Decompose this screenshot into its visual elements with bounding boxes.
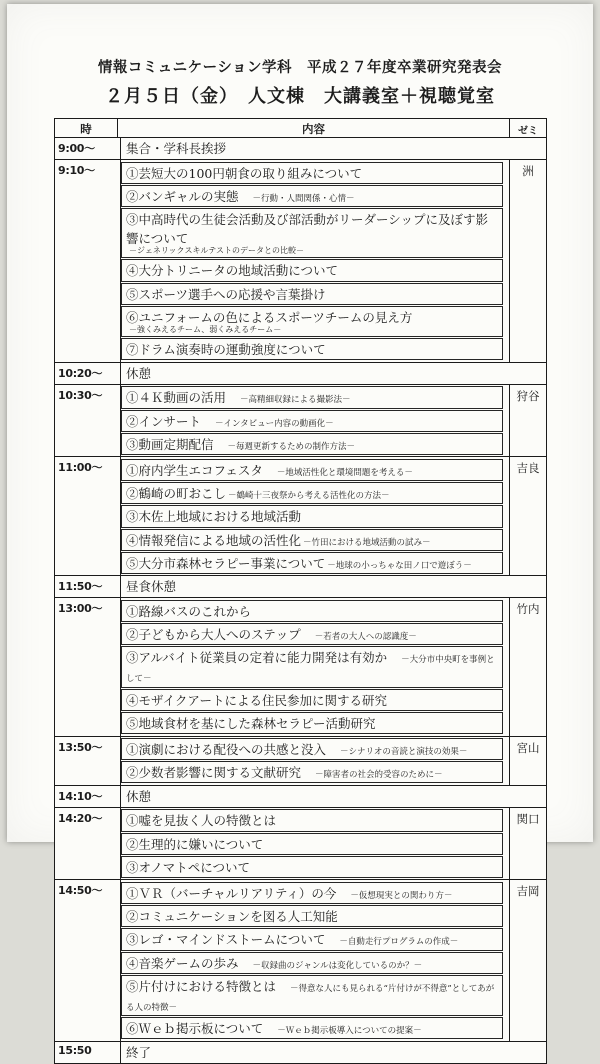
item-subtitle: －得意な人にも見られる“片付けが不得意”としてあがる人の特徴－ <box>126 983 495 1013</box>
session-time: 9:00～ <box>55 138 121 159</box>
presentation-item <box>121 482 503 504</box>
presentation-item <box>121 623 503 645</box>
item-title: ①４Ｋ動画の活用 <box>126 390 227 406</box>
presentation-item <box>121 905 503 927</box>
item-title: ④情報発信による地域の活性化 <box>126 532 302 548</box>
session-row <box>55 138 546 159</box>
session-text: 休憩 <box>126 365 152 381</box>
seminar-name: 吉岡 <box>509 880 546 1040</box>
item-title: ④音楽ゲームの歩み <box>126 955 239 971</box>
presentation-item <box>121 529 503 551</box>
presentation-item <box>121 552 503 574</box>
presentation-item <box>121 646 503 687</box>
session-row <box>55 456 546 575</box>
item-title: ①府内学生エコフェスタ <box>126 462 263 478</box>
presentation-item <box>121 1017 503 1039</box>
item-subtitle: －ジェネリックスキルテストのデータとの比較－ <box>129 246 305 256</box>
event-date-venue: ２月５日（金） 人文棟 大講義室＋視聴覚室 <box>105 86 495 107</box>
schedule-table <box>54 118 547 1064</box>
item-title: ④モザイクアートによる住民参加に関する研究 <box>126 692 388 708</box>
session-time: 10:20～ <box>55 363 121 384</box>
item-title: ①演劇における配役への共感と没入 <box>126 742 327 757</box>
seminar-name: 吉良 <box>509 457 546 575</box>
session-time: 9:10～ <box>55 160 121 362</box>
header-content: 内容 <box>302 122 325 136</box>
item-title: ①芸短大の100円朝食の取り組みについて <box>126 165 363 181</box>
item-title: ③アルバイト従業員の定着に能力開発は有効か <box>126 650 388 666</box>
session-time: 13:50～ <box>55 737 121 785</box>
item-subtitle: －障害者の社会的受容のために－ <box>315 770 443 781</box>
presentation-item <box>121 386 503 408</box>
item-title: ②生理的に嫌いについて <box>126 836 264 852</box>
session-items <box>121 808 509 880</box>
presentation-item <box>121 185 503 207</box>
item-subtitle: －シナリオの音読と演技の効果－ <box>340 747 468 757</box>
schedule-table-body <box>55 138 546 1063</box>
item-subtitle: －収録曲のジャンルは変化しているのか？－ <box>252 960 423 971</box>
item-subtitle: －毎週更新するための制作方法－ <box>227 441 356 452</box>
presentation-item <box>121 882 503 904</box>
presentation-item <box>121 459 503 481</box>
item-title: ⑤スポーツ選手への応援や言葉掛け <box>126 286 326 302</box>
item-title: ③中高時代の生徒会活動及び部活動がリーダーシップに及ぼす影響について <box>126 211 489 247</box>
item-subtitle: －地球の小っちゃな田ノ口で遊ぼう－ <box>327 560 472 571</box>
item-title: ③木佐上地域における地域活動 <box>126 509 302 525</box>
presentation-item <box>121 505 503 527</box>
item-title: ②インサート <box>126 413 202 429</box>
session-row <box>55 736 546 785</box>
document-header <box>7 4 593 108</box>
item-subtitle: －大分市中央町を事例として－ <box>126 655 495 685</box>
item-title: ⑥ユニフォームの色によるスポーツチームの見え方 <box>126 309 413 325</box>
item-subtitle: －地域活性化と環境問題を考える－ <box>276 467 413 478</box>
session-items <box>121 737 509 785</box>
presentation-item <box>121 338 503 360</box>
session-time: 14:50～ <box>55 880 121 1040</box>
scanned-page <box>7 4 593 1060</box>
item-title: ①嘘を見抜く人の特徴とは <box>126 813 277 829</box>
item-title: ⑤片付けにおける特徴とは <box>126 978 277 994</box>
item-subtitle: －高精細収録による撮影法－ <box>240 395 351 406</box>
session-time: 11:50～ <box>55 576 121 597</box>
header-seminar: ゼミ <box>509 119 546 137</box>
item-subtitle: －仮想現実との関わり方－ <box>350 890 453 901</box>
presentation-item <box>121 738 503 760</box>
item-subtitle: －若者の大人への認識度－ <box>314 632 417 643</box>
session-row <box>55 807 546 880</box>
session-time: 14:20～ <box>55 808 121 880</box>
item-title: ②少数者影響に関する文献研究 <box>126 765 302 781</box>
seminar-name: 竹内 <box>509 598 546 735</box>
session-time: 15:50 <box>55 1042 121 1063</box>
session-items <box>121 880 509 1040</box>
session-row <box>55 159 546 362</box>
session-text: 昼食休憩 <box>126 579 177 595</box>
session-time: 10:30～ <box>55 385 121 457</box>
session-text: 休憩 <box>126 788 152 804</box>
session-row <box>55 362 546 384</box>
session-time: 11:00～ <box>55 457 121 575</box>
item-title: ⑥Ｗｅｂ掲示板について <box>126 1021 264 1037</box>
item-subtitle: －自動走行プログラムの作成－ <box>339 937 459 948</box>
session-row <box>55 1041 546 1063</box>
event-title: 情報コミュニケーション学科 平成２７年度卒業研究発表会 <box>97 60 503 76</box>
presentation-item <box>121 809 503 831</box>
session-items <box>121 385 509 457</box>
item-subtitle: －竹田における地域活動の試み－ <box>303 537 431 548</box>
session-time: 14:10～ <box>55 786 121 807</box>
presentation-item <box>121 600 503 622</box>
item-subtitle: －行動・人間関係・心情－ <box>252 193 355 204</box>
item-subtitle: －インタビュー内容の動画化－ <box>215 418 334 429</box>
session-row <box>55 785 546 807</box>
presentation-item <box>121 952 503 974</box>
session-row <box>55 384 546 457</box>
session-row <box>55 879 546 1040</box>
presentation-item <box>121 928 503 950</box>
item-title: ⑤地域食材を基にした森林セラピー活動研究 <box>126 715 376 731</box>
item-title: ②子どもから大人へのステップ <box>126 627 301 643</box>
session-items <box>121 598 509 735</box>
presentation-item <box>121 283 503 305</box>
presentation-item <box>121 712 503 734</box>
seminar-name: 狩谷 <box>509 385 546 457</box>
seminar-name: 宮山 <box>509 737 546 785</box>
item-title: ③動画定期配信 <box>126 436 214 452</box>
table-header-row <box>55 119 546 138</box>
presentation-item <box>121 856 503 878</box>
session-time: 13:00～ <box>55 598 121 735</box>
presentation-item <box>121 761 503 783</box>
session-items <box>121 160 509 362</box>
item-title: ⑤大分市森林セラピー事業について <box>126 555 326 571</box>
presentation-item <box>121 259 503 281</box>
session-items <box>121 457 509 575</box>
session-text: 集合・学科長挨拶 <box>126 141 227 156</box>
session-row <box>55 575 546 597</box>
item-title: ②鶴崎の町おこし <box>126 486 227 502</box>
item-title: ①路線バスのこれから <box>126 603 252 619</box>
item-title: ②コミュニケーションを図る人工知能 <box>126 909 338 925</box>
presentation-item <box>121 975 503 1016</box>
presentation-item <box>121 833 503 855</box>
presentation-item <box>121 433 503 455</box>
item-title: ③オノマトペについて <box>126 859 251 875</box>
item-title: ④大分トリニータの地域活動について <box>126 263 339 279</box>
presentation-item <box>121 306 503 337</box>
item-title: ①ＶＲ（バーチャルリアリティ）の今 <box>126 885 337 901</box>
presentation-item <box>121 689 503 711</box>
item-title: ②バンギャルの実態 <box>126 188 239 204</box>
item-subtitle: －Ｗｅｂ掲示板導入についての提案－ <box>277 1026 422 1037</box>
seminar-name: 洲 <box>509 160 546 362</box>
presentation-item <box>121 410 503 432</box>
session-text: 終了 <box>126 1044 152 1060</box>
item-title: ⑦ドラム演奏時の運動強度について <box>126 342 326 358</box>
presentation-item <box>121 162 503 184</box>
item-title: ③レゴ・マインドストームについて <box>126 932 326 948</box>
session-row <box>55 597 546 735</box>
presentation-item <box>121 208 503 259</box>
seminar-name: 関口 <box>509 808 546 880</box>
item-subtitle: －強くみえるチーム、弱くみえるチーム－ <box>129 325 282 334</box>
header-time: 時 <box>55 119 118 137</box>
item-subtitle: －鶴崎十三夜祭から考える活性化の方法－ <box>228 491 390 502</box>
